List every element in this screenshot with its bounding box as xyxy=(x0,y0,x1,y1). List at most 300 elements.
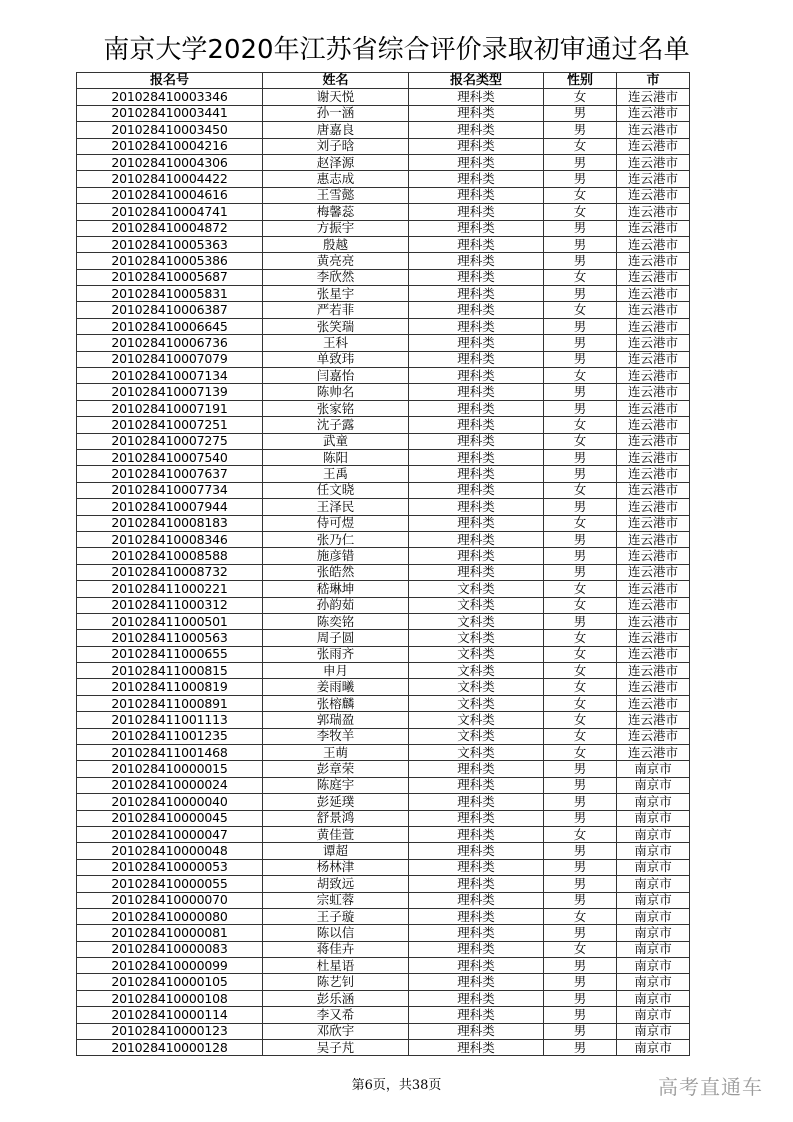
cell-city: 连云港市 xyxy=(617,269,690,285)
table-row xyxy=(77,253,690,269)
cell-application-type: 理科类 xyxy=(409,794,544,810)
cell-city: 连云港市 xyxy=(617,302,690,318)
cell-name: 张星宇 xyxy=(263,286,409,302)
cell-gender: 男 xyxy=(544,318,617,334)
cell-gender: 男 xyxy=(544,384,617,400)
cell-application-type: 理科类 xyxy=(409,449,544,465)
cell-gender: 女 xyxy=(544,417,617,433)
cell-city: 连云港市 xyxy=(617,564,690,580)
cell-gender: 男 xyxy=(544,1023,617,1039)
column-header-gender: 性别 xyxy=(544,73,617,89)
cell-name: 谭超 xyxy=(263,843,409,859)
cell-application-type: 理科类 xyxy=(409,958,544,974)
cell-gender: 男 xyxy=(544,499,617,515)
cell-gender: 女 xyxy=(544,138,617,154)
cell-registration-number: 201028410008588 xyxy=(77,548,263,564)
cell-name: 侍可煜 xyxy=(263,515,409,531)
table-row xyxy=(77,318,690,334)
cell-name: 刘子晗 xyxy=(263,138,409,154)
table-row xyxy=(77,974,690,990)
cell-application-type: 文科类 xyxy=(409,695,544,711)
cell-city: 连云港市 xyxy=(617,138,690,154)
table-row xyxy=(77,581,690,597)
column-header-city: 市 xyxy=(617,73,690,89)
cell-gender: 女 xyxy=(544,745,617,761)
cell-city: 连云港市 xyxy=(617,482,690,498)
cell-city: 南京市 xyxy=(617,1023,690,1039)
table-row xyxy=(77,400,690,416)
cell-gender: 女 xyxy=(544,269,617,285)
cell-registration-number: 201028411000563 xyxy=(77,630,263,646)
cell-gender: 男 xyxy=(544,122,617,138)
table-row xyxy=(77,613,690,629)
cell-registration-number: 201028410006387 xyxy=(77,302,263,318)
cell-gender: 男 xyxy=(544,974,617,990)
cell-application-type: 理科类 xyxy=(409,89,544,105)
cell-application-type: 文科类 xyxy=(409,712,544,728)
cell-registration-number: 201028411000819 xyxy=(77,679,263,695)
table-row xyxy=(77,794,690,810)
cell-application-type: 文科类 xyxy=(409,679,544,695)
cell-name: 彭延璞 xyxy=(263,794,409,810)
table-row xyxy=(77,187,690,203)
cell-registration-number: 201028410004422 xyxy=(77,171,263,187)
cell-gender: 女 xyxy=(544,826,617,842)
table-row xyxy=(77,679,690,695)
table-row xyxy=(77,958,690,974)
cell-city: 连云港市 xyxy=(617,384,690,400)
cell-city: 连云港市 xyxy=(617,89,690,105)
cell-registration-number: 201028410000015 xyxy=(77,761,263,777)
cell-gender: 男 xyxy=(544,843,617,859)
cell-gender: 女 xyxy=(544,695,617,711)
cell-application-type: 理科类 xyxy=(409,171,544,187)
cell-name: 谢天悦 xyxy=(263,89,409,105)
cell-registration-number: 201028410000083 xyxy=(77,941,263,957)
cell-city: 连云港市 xyxy=(617,236,690,252)
cell-registration-number: 201028410007191 xyxy=(77,400,263,416)
cell-name: 李又希 xyxy=(263,1007,409,1023)
cell-gender: 男 xyxy=(544,171,617,187)
cell-application-type: 理科类 xyxy=(409,154,544,170)
cell-registration-number: 201028410005363 xyxy=(77,236,263,252)
cell-registration-number: 201028410007134 xyxy=(77,368,263,384)
table-row xyxy=(77,368,690,384)
table-row xyxy=(77,154,690,170)
cell-gender: 女 xyxy=(544,187,617,203)
cell-gender: 男 xyxy=(544,859,617,875)
cell-name: 闫嘉怡 xyxy=(263,368,409,384)
table-row xyxy=(77,433,690,449)
cell-application-type: 理科类 xyxy=(409,941,544,957)
cell-gender: 女 xyxy=(544,908,617,924)
cell-name: 孙韵茹 xyxy=(263,597,409,613)
cell-name: 宗虹蓉 xyxy=(263,892,409,908)
table-row xyxy=(77,499,690,515)
table-row xyxy=(77,1040,690,1056)
cell-application-type: 理科类 xyxy=(409,990,544,1006)
cell-application-type: 理科类 xyxy=(409,1040,544,1056)
table-row xyxy=(77,122,690,138)
cell-city: 连云港市 xyxy=(617,581,690,597)
cell-city: 南京市 xyxy=(617,925,690,941)
cell-application-type: 理科类 xyxy=(409,368,544,384)
cell-city: 连云港市 xyxy=(617,646,690,662)
page-number: 第6页，共38页 xyxy=(351,1078,442,1093)
cell-application-type: 理科类 xyxy=(409,286,544,302)
table-body xyxy=(77,89,690,1056)
cell-city: 南京市 xyxy=(617,958,690,974)
cell-city: 连云港市 xyxy=(617,728,690,744)
cell-city: 南京市 xyxy=(617,859,690,875)
cell-name: 张家铭 xyxy=(263,400,409,416)
cell-registration-number: 201028410007637 xyxy=(77,466,263,482)
cell-registration-number: 201028410000105 xyxy=(77,974,263,990)
cell-name: 张榕麟 xyxy=(263,695,409,711)
cell-name: 陈奕铭 xyxy=(263,613,409,629)
cell-city: 南京市 xyxy=(617,908,690,924)
cell-name: 单致玮 xyxy=(263,351,409,367)
cell-registration-number: 201028410004216 xyxy=(77,138,263,154)
cell-gender: 男 xyxy=(544,564,617,580)
cell-city: 南京市 xyxy=(617,761,690,777)
table-row xyxy=(77,859,690,875)
table-row xyxy=(77,941,690,957)
cell-name: 武童 xyxy=(263,433,409,449)
cell-registration-number: 201028410000099 xyxy=(77,958,263,974)
cell-application-type: 理科类 xyxy=(409,499,544,515)
cell-application-type: 理科类 xyxy=(409,482,544,498)
cell-name: 陈阳 xyxy=(263,449,409,465)
cell-gender: 男 xyxy=(544,958,617,974)
cell-application-type: 理科类 xyxy=(409,548,544,564)
cell-gender: 男 xyxy=(544,286,617,302)
cell-gender: 女 xyxy=(544,630,617,646)
cell-gender: 女 xyxy=(544,433,617,449)
table-row xyxy=(77,384,690,400)
cell-gender: 男 xyxy=(544,1040,617,1056)
cell-registration-number: 201028410007139 xyxy=(77,384,263,400)
table-row xyxy=(77,220,690,236)
table-row xyxy=(77,204,690,220)
cell-gender: 男 xyxy=(544,794,617,810)
cell-city: 连云港市 xyxy=(617,220,690,236)
cell-registration-number: 201028411001468 xyxy=(77,745,263,761)
cell-application-type: 理科类 xyxy=(409,204,544,220)
cell-city: 连云港市 xyxy=(617,122,690,138)
cell-city: 南京市 xyxy=(617,1007,690,1023)
cell-registration-number: 201028410000128 xyxy=(77,1040,263,1056)
cell-registration-number: 201028410006645 xyxy=(77,318,263,334)
cell-application-type: 理科类 xyxy=(409,876,544,892)
cell-gender: 男 xyxy=(544,449,617,465)
cell-application-type: 理科类 xyxy=(409,925,544,941)
cell-city: 连云港市 xyxy=(617,499,690,515)
cell-registration-number: 201028410007079 xyxy=(77,351,263,367)
cell-application-type: 理科类 xyxy=(409,564,544,580)
cell-city: 连云港市 xyxy=(617,105,690,121)
cell-registration-number: 201028411001113 xyxy=(77,712,263,728)
column-header-name: 姓名 xyxy=(263,73,409,89)
table-row xyxy=(77,843,690,859)
cell-gender: 女 xyxy=(544,482,617,498)
cell-gender: 男 xyxy=(544,777,617,793)
cell-registration-number: 201028410003346 xyxy=(77,89,263,105)
table-row xyxy=(77,646,690,662)
cell-gender: 女 xyxy=(544,581,617,597)
cell-name: 黄亮亮 xyxy=(263,253,409,269)
table-row xyxy=(77,335,690,351)
cell-gender: 男 xyxy=(544,105,617,121)
cell-application-type: 理科类 xyxy=(409,515,544,531)
cell-application-type: 理科类 xyxy=(409,253,544,269)
table-row xyxy=(77,236,690,252)
cell-registration-number: 201028410008346 xyxy=(77,531,263,547)
cell-city: 南京市 xyxy=(617,974,690,990)
cell-registration-number: 201028410008183 xyxy=(77,515,263,531)
table-row xyxy=(77,925,690,941)
table-row xyxy=(77,1023,690,1039)
table-row xyxy=(77,548,690,564)
cell-gender: 女 xyxy=(544,204,617,220)
cell-registration-number: 201028411000891 xyxy=(77,695,263,711)
admission-list-table xyxy=(76,72,690,1056)
cell-registration-number: 201028410000070 xyxy=(77,892,263,908)
cell-name: 杨林津 xyxy=(263,859,409,875)
cell-city: 连云港市 xyxy=(617,531,690,547)
cell-registration-number: 201028411000312 xyxy=(77,597,263,613)
cell-name: 周子圆 xyxy=(263,630,409,646)
cell-name: 孙一涵 xyxy=(263,105,409,121)
cell-name: 梅馨蕊 xyxy=(263,204,409,220)
cell-registration-number: 201028411001235 xyxy=(77,728,263,744)
cell-registration-number: 201028410007275 xyxy=(77,433,263,449)
cell-gender: 女 xyxy=(544,728,617,744)
cell-name: 胡致远 xyxy=(263,876,409,892)
cell-application-type: 理科类 xyxy=(409,859,544,875)
table-row xyxy=(77,269,690,285)
cell-city: 南京市 xyxy=(617,794,690,810)
cell-application-type: 理科类 xyxy=(409,400,544,416)
cell-registration-number: 201028410000045 xyxy=(77,810,263,826)
cell-application-type: 理科类 xyxy=(409,777,544,793)
cell-application-type: 理科类 xyxy=(409,1007,544,1023)
cell-name: 惠志成 xyxy=(263,171,409,187)
cell-city: 连云港市 xyxy=(617,400,690,416)
cell-gender: 男 xyxy=(544,990,617,1006)
cell-name: 陈帅名 xyxy=(263,384,409,400)
cell-gender: 男 xyxy=(544,531,617,547)
cell-application-type: 理科类 xyxy=(409,417,544,433)
cell-city: 连云港市 xyxy=(617,318,690,334)
table-row xyxy=(77,663,690,679)
cell-name: 王萌 xyxy=(263,745,409,761)
cell-gender: 男 xyxy=(544,351,617,367)
cell-gender: 男 xyxy=(544,892,617,908)
table-row xyxy=(77,417,690,433)
cell-application-type: 理科类 xyxy=(409,974,544,990)
cell-name: 陈庭宇 xyxy=(263,777,409,793)
cell-name: 任文晓 xyxy=(263,482,409,498)
cell-application-type: 文科类 xyxy=(409,597,544,613)
cell-registration-number: 201028410000114 xyxy=(77,1007,263,1023)
cell-city: 连云港市 xyxy=(617,548,690,564)
cell-name: 赵泽源 xyxy=(263,154,409,170)
cell-registration-number: 201028410005831 xyxy=(77,286,263,302)
cell-city: 连云港市 xyxy=(617,253,690,269)
table-row xyxy=(77,908,690,924)
cell-city: 连云港市 xyxy=(617,695,690,711)
cell-name: 张乃仁 xyxy=(263,531,409,547)
watermark: 高考直通车 xyxy=(658,1075,763,1099)
cell-name: 张笑瑞 xyxy=(263,318,409,334)
cell-gender: 女 xyxy=(544,679,617,695)
table-row xyxy=(77,449,690,465)
cell-application-type: 理科类 xyxy=(409,220,544,236)
table-row xyxy=(77,482,690,498)
cell-application-type: 文科类 xyxy=(409,663,544,679)
cell-city: 连云港市 xyxy=(617,745,690,761)
cell-gender: 男 xyxy=(544,236,617,252)
cell-application-type: 理科类 xyxy=(409,843,544,859)
cell-city: 南京市 xyxy=(617,826,690,842)
table-row xyxy=(77,777,690,793)
cell-registration-number: 201028410005687 xyxy=(77,269,263,285)
cell-name: 殷越 xyxy=(263,236,409,252)
cell-application-type: 理科类 xyxy=(409,384,544,400)
cell-gender: 男 xyxy=(544,466,617,482)
cell-name: 王泽民 xyxy=(263,499,409,515)
cell-registration-number: 201028410000080 xyxy=(77,908,263,924)
cell-gender: 男 xyxy=(544,548,617,564)
cell-city: 连云港市 xyxy=(617,351,690,367)
cell-application-type: 理科类 xyxy=(409,105,544,121)
cell-registration-number: 201028410005386 xyxy=(77,253,263,269)
cell-application-type: 理科类 xyxy=(409,531,544,547)
cell-registration-number: 201028411000815 xyxy=(77,663,263,679)
table-row xyxy=(77,286,690,302)
cell-registration-number: 201028410003441 xyxy=(77,105,263,121)
cell-city: 连云港市 xyxy=(617,663,690,679)
cell-registration-number: 201028410007251 xyxy=(77,417,263,433)
table-row xyxy=(77,597,690,613)
table-row xyxy=(77,728,690,744)
table-row xyxy=(77,466,690,482)
cell-name: 陈艺钊 xyxy=(263,974,409,990)
table-row xyxy=(77,876,690,892)
cell-gender: 男 xyxy=(544,810,617,826)
cell-registration-number: 201028410000040 xyxy=(77,794,263,810)
table-row xyxy=(77,302,690,318)
cell-name: 嵇琳坤 xyxy=(263,581,409,597)
cell-city: 南京市 xyxy=(617,777,690,793)
cell-name: 王雪懿 xyxy=(263,187,409,203)
table-row xyxy=(77,630,690,646)
cell-gender: 女 xyxy=(544,712,617,728)
cell-name: 黄佳萱 xyxy=(263,826,409,842)
cell-name: 王子璇 xyxy=(263,908,409,924)
cell-registration-number: 201028411000221 xyxy=(77,581,263,597)
cell-city: 连云港市 xyxy=(617,171,690,187)
cell-gender: 女 xyxy=(544,941,617,957)
table-row xyxy=(77,105,690,121)
cell-gender: 女 xyxy=(544,663,617,679)
table-row xyxy=(77,138,690,154)
cell-gender: 男 xyxy=(544,220,617,236)
cell-application-type: 文科类 xyxy=(409,745,544,761)
cell-name: 蒋佳卉 xyxy=(263,941,409,957)
cell-application-type: 理科类 xyxy=(409,236,544,252)
cell-name: 张皓然 xyxy=(263,564,409,580)
cell-city: 连云港市 xyxy=(617,466,690,482)
cell-city: 连云港市 xyxy=(617,286,690,302)
table-row xyxy=(77,761,690,777)
cell-name: 王禹 xyxy=(263,466,409,482)
cell-gender: 男 xyxy=(544,253,617,269)
cell-gender: 女 xyxy=(544,89,617,105)
cell-name: 郭瑞盈 xyxy=(263,712,409,728)
table-row xyxy=(77,826,690,842)
cell-city: 连云港市 xyxy=(617,335,690,351)
cell-city: 连云港市 xyxy=(617,630,690,646)
cell-application-type: 文科类 xyxy=(409,646,544,662)
table-row xyxy=(77,564,690,580)
cell-gender: 男 xyxy=(544,613,617,629)
cell-gender: 男 xyxy=(544,1007,617,1023)
table-header xyxy=(77,73,690,89)
table-row xyxy=(77,695,690,711)
cell-gender: 男 xyxy=(544,761,617,777)
cell-registration-number: 201028410000081 xyxy=(77,925,263,941)
cell-city: 连云港市 xyxy=(617,712,690,728)
cell-application-type: 文科类 xyxy=(409,581,544,597)
cell-registration-number: 201028410007734 xyxy=(77,482,263,498)
cell-registration-number: 201028410004741 xyxy=(77,204,263,220)
cell-registration-number: 201028411000501 xyxy=(77,613,263,629)
cell-registration-number: 201028410000048 xyxy=(77,843,263,859)
cell-name: 杜星语 xyxy=(263,958,409,974)
cell-city: 南京市 xyxy=(617,876,690,892)
cell-registration-number: 201028410000055 xyxy=(77,876,263,892)
cell-name: 严若菲 xyxy=(263,302,409,318)
cell-city: 连云港市 xyxy=(617,679,690,695)
cell-application-type: 文科类 xyxy=(409,613,544,629)
cell-registration-number: 201028410000024 xyxy=(77,777,263,793)
cell-registration-number: 201028411000655 xyxy=(77,646,263,662)
cell-application-type: 理科类 xyxy=(409,892,544,908)
table-row xyxy=(77,810,690,826)
cell-application-type: 理科类 xyxy=(409,1023,544,1039)
table-row xyxy=(77,351,690,367)
cell-name: 李欣然 xyxy=(263,269,409,285)
cell-gender: 男 xyxy=(544,925,617,941)
cell-registration-number: 201028410000108 xyxy=(77,990,263,1006)
cell-gender: 女 xyxy=(544,597,617,613)
cell-city: 连云港市 xyxy=(617,597,690,613)
table-row xyxy=(77,531,690,547)
cell-registration-number: 201028410004306 xyxy=(77,154,263,170)
cell-registration-number: 201028410006736 xyxy=(77,335,263,351)
cell-gender: 男 xyxy=(544,154,617,170)
cell-registration-number: 201028410007944 xyxy=(77,499,263,515)
cell-city: 连云港市 xyxy=(617,515,690,531)
page-title: 南京大学2020年江苏省综合评价录取初审通过名单 xyxy=(103,35,690,65)
cell-registration-number: 201028410000047 xyxy=(77,826,263,842)
table-header-row xyxy=(77,73,690,89)
cell-application-type: 理科类 xyxy=(409,466,544,482)
cell-application-type: 理科类 xyxy=(409,269,544,285)
cell-city: 南京市 xyxy=(617,892,690,908)
